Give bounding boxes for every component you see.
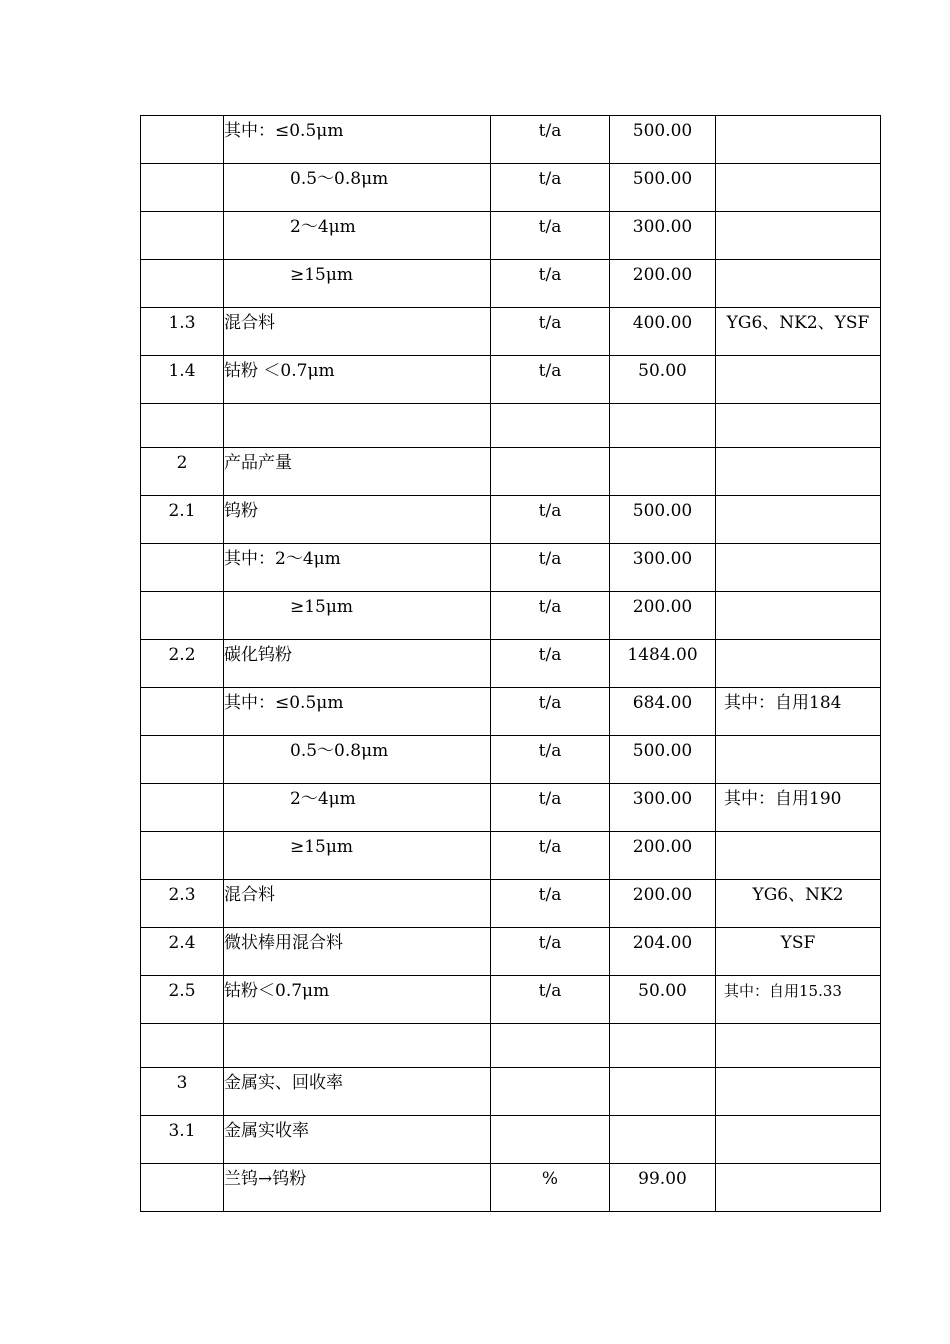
table-row (141, 928, 881, 976)
cell-note: YSF (716, 928, 881, 976)
cell-item: 混合料 (224, 880, 491, 928)
cell-item: ≥15μm (224, 592, 491, 640)
cell-item: 2～4μm (224, 212, 491, 260)
cell-note (716, 356, 881, 404)
cell-number: 2.5 (141, 976, 224, 1024)
cell-note (716, 496, 881, 544)
cell-number (141, 832, 224, 880)
cell-value (610, 1024, 716, 1068)
cell-number (141, 592, 224, 640)
cell-item: 钨粉 (224, 496, 491, 544)
cell-number: 2.3 (141, 880, 224, 928)
cell-unit: t/a (491, 976, 610, 1024)
table-row (141, 976, 881, 1024)
cell-item: 兰钨→钨粉 (224, 1164, 491, 1212)
cell-number: 2.2 (141, 640, 224, 688)
cell-item: ≥15μm (224, 832, 491, 880)
cell-value: 200.00 (610, 592, 716, 640)
table-row (141, 880, 881, 928)
table-row (141, 640, 881, 688)
table-row (141, 736, 881, 784)
cell-note: 其中：自用184 (716, 688, 881, 736)
cell-unit: t/a (491, 260, 610, 308)
cell-note: YG6、NK2、YSF (716, 308, 881, 356)
cell-unit (491, 1116, 610, 1164)
cell-unit (491, 448, 610, 496)
cell-note (716, 1068, 881, 1116)
cell-number (141, 164, 224, 212)
cell-note (716, 592, 881, 640)
cell-unit: t/a (491, 928, 610, 976)
cell-item (224, 404, 491, 448)
cell-value: 500.00 (610, 164, 716, 212)
cell-value: 300.00 (610, 212, 716, 260)
table-row (141, 544, 881, 592)
cell-number (141, 116, 224, 164)
table-row (141, 356, 881, 404)
cell-unit (491, 1068, 610, 1116)
cell-number (141, 1164, 224, 1212)
cell-value: 684.00 (610, 688, 716, 736)
table-row (141, 832, 881, 880)
table-row (141, 1116, 881, 1164)
cell-unit: t/a (491, 880, 610, 928)
cell-value: 99.00 (610, 1164, 716, 1212)
cell-value: 400.00 (610, 308, 716, 356)
cell-number (141, 1024, 224, 1068)
production-table (140, 115, 881, 1212)
cell-number: 3 (141, 1068, 224, 1116)
cell-number (141, 212, 224, 260)
cell-unit (491, 404, 610, 448)
cell-item: ≥15μm (224, 260, 491, 308)
table-row (141, 592, 881, 640)
cell-item: 其中：2～4μm (224, 544, 491, 592)
table-row (141, 784, 881, 832)
cell-item: 钴粉＜0.7μm (224, 976, 491, 1024)
cell-unit: t/a (491, 736, 610, 784)
cell-value: 50.00 (610, 356, 716, 404)
table-row (141, 1024, 881, 1068)
table-row (141, 212, 881, 260)
cell-note (716, 260, 881, 308)
cell-note (716, 164, 881, 212)
cell-value (610, 404, 716, 448)
table-row (141, 404, 881, 448)
cell-unit: t/a (491, 308, 610, 356)
cell-value: 1484.00 (610, 640, 716, 688)
cell-value: 300.00 (610, 784, 716, 832)
cell-value: 500.00 (610, 496, 716, 544)
table-row (141, 496, 881, 544)
cell-item: 其中：≤0.5μm (224, 688, 491, 736)
cell-note (716, 1164, 881, 1212)
cell-unit: t/a (491, 164, 610, 212)
cell-item: 钴粉 ＜0.7μm (224, 356, 491, 404)
cell-value: 204.00 (610, 928, 716, 976)
cell-value: 50.00 (610, 976, 716, 1024)
cell-unit: t/a (491, 592, 610, 640)
cell-unit: t/a (491, 356, 610, 404)
cell-note (716, 404, 881, 448)
cell-value: 500.00 (610, 116, 716, 164)
cell-note: YG6、NK2 (716, 880, 881, 928)
cell-unit: t/a (491, 116, 610, 164)
cell-unit: t/a (491, 784, 610, 832)
cell-number (141, 736, 224, 784)
cell-unit: % (491, 1164, 610, 1212)
cell-item: 0.5～0.8μm (224, 736, 491, 784)
cell-item: 2～4μm (224, 784, 491, 832)
cell-number: 2 (141, 448, 224, 496)
cell-value: 200.00 (610, 260, 716, 308)
cell-number (141, 544, 224, 592)
cell-note (716, 448, 881, 496)
cell-unit: t/a (491, 688, 610, 736)
cell-unit (491, 1024, 610, 1068)
cell-note (716, 832, 881, 880)
cell-note (716, 544, 881, 592)
cell-note (716, 116, 881, 164)
table-row (141, 308, 881, 356)
cell-item: 0.5～0.8μm (224, 164, 491, 212)
cell-number: 1.4 (141, 356, 224, 404)
table-row (141, 164, 881, 212)
cell-number: 2.4 (141, 928, 224, 976)
cell-item (224, 1024, 491, 1068)
cell-note: 其中：自用15.33 (716, 976, 881, 1024)
cell-value (610, 448, 716, 496)
cell-number (141, 688, 224, 736)
cell-unit: t/a (491, 640, 610, 688)
cell-item: 混合料 (224, 308, 491, 356)
cell-number (141, 260, 224, 308)
cell-value: 300.00 (610, 544, 716, 592)
cell-item: 碳化钨粉 (224, 640, 491, 688)
cell-unit: t/a (491, 212, 610, 260)
cell-value (610, 1116, 716, 1164)
cell-number: 2.1 (141, 496, 224, 544)
table-row (141, 688, 881, 736)
cell-note (716, 1116, 881, 1164)
table-row (141, 116, 881, 164)
cell-number (141, 784, 224, 832)
cell-value: 500.00 (610, 736, 716, 784)
table-row (141, 1164, 881, 1212)
cell-item: 金属实、回收率 (224, 1068, 491, 1116)
table-row (141, 448, 881, 496)
table-row (141, 260, 881, 308)
cell-number: 1.3 (141, 308, 224, 356)
cell-unit: t/a (491, 496, 610, 544)
cell-number (141, 404, 224, 448)
cell-number: 3.1 (141, 1116, 224, 1164)
cell-unit: t/a (491, 832, 610, 880)
cell-value (610, 1068, 716, 1116)
cell-note (716, 640, 881, 688)
cell-value: 200.00 (610, 880, 716, 928)
cell-item: 产品产量 (224, 448, 491, 496)
cell-item: 微状棒用混合料 (224, 928, 491, 976)
table-row (141, 1068, 881, 1116)
cell-note (716, 736, 881, 784)
cell-note (716, 1024, 881, 1068)
cell-note (716, 212, 881, 260)
cell-item: 其中：≤0.5μm (224, 116, 491, 164)
cell-value: 200.00 (610, 832, 716, 880)
cell-note: 其中：自用190 (716, 784, 881, 832)
cell-item: 金属实收率 (224, 1116, 491, 1164)
cell-unit: t/a (491, 544, 610, 592)
